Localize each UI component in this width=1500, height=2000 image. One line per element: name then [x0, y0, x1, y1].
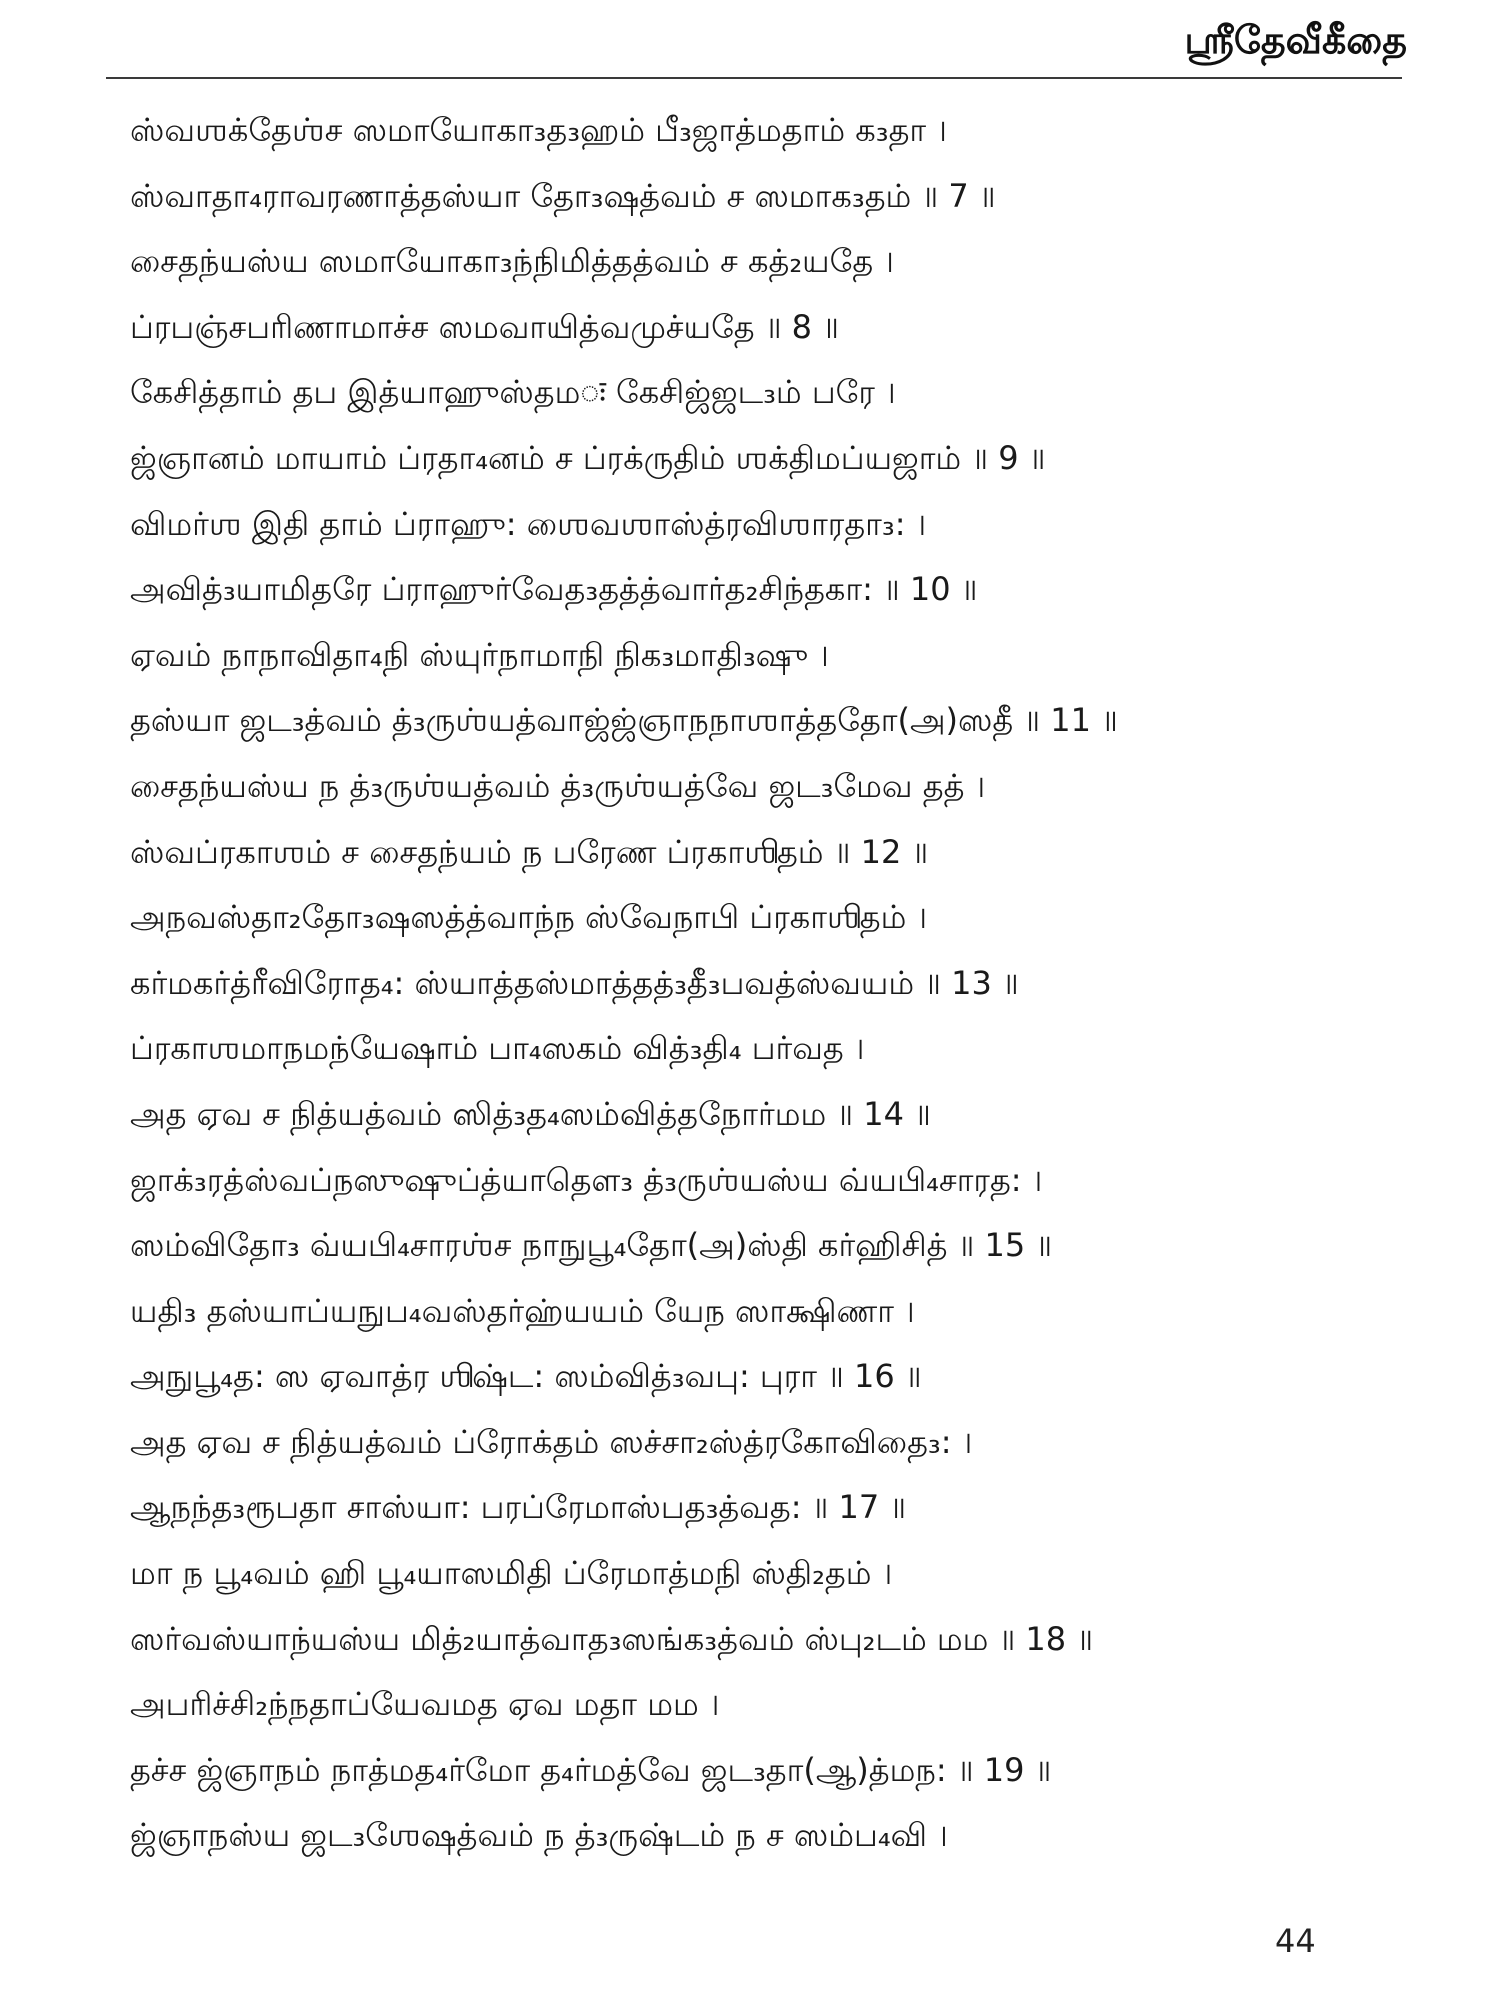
verse-line: அத ஏவ ச நித்யத்வம் ப்ரோக்தம் ஸச்சா₂ஸ்த்ரகோவிதை₃꞉ ।: [130, 1422, 973, 1461]
running-header-title: ஸ்ரீதேவீகீதை: [1184, 18, 1407, 62]
verse-line: ஆநந்த₃ரூபதா சாஸ்யா꞉ பரப்ரேமாஸ்பத₃த்வத꞉ ॥ 17 ॥: [130, 1488, 907, 1527]
verse-line: விமர்ஶ இதி தாம் ப்ராஹு꞉ ஶைவஶாஸ்த்ரவிஶாரதா₃꞉ ।: [130, 504, 927, 543]
verse-line: ஸர்வஸ்யாந்யஸ்ய மித்₂யாத்வாத₃ஸங்க₃த்வம் ஸ்பு₂டம் மம ॥ 18 ॥: [130, 1619, 1093, 1658]
verse-line: சைதந்யஸ்ய ந த்₃ருஶ்யத்வம் த்₃ருஶ்யத்வே ஜட₃மேவ தத் ।: [130, 766, 986, 805]
verse-line: சைதந்யஸ்ய ஸமாயோகா₃ந்நிமித்தத்வம் ச கத்₂யதே ।: [130, 242, 894, 281]
verse-line: அபரிச்சி₂ந்நதாப்யேவமத ஏவ மதா மம ।: [130, 1685, 720, 1724]
verse-line: அநவஸ்தா₂தோ₃ஷஸத்த்வாந்ந ஸ்வேநாபி ப்ரகாஶிதம் ।: [130, 898, 928, 937]
verse-line: கேசித்தாம் தப இத்யாஹுஸ்தமः கேசிஜ்ஜட₃ம் பரே ।: [130, 373, 896, 412]
verse-block: [130, 98, 1370, 1869]
verse-line: ஸம்விதோ₃ வ்யபி₄சாரஶ்ச நாநுபூ₄தோ(அ)ஸ்தி கர்ஹிசித் ॥ 15 ॥: [130, 1226, 1053, 1265]
verse-line: அத ஏவ ச நித்யத்வம் ஸித்₃த₄ஸம்வித்தநோர்மம ॥ 14 ॥: [130, 1094, 931, 1133]
verse-line: தஸ்யா ஜட₃த்வம் த்₃ருஶ்யத்வாஜ்ஜ்ஞாநநாஶாத்ததோ(அ)ஸதீ ॥ 11 ॥: [130, 701, 1118, 740]
header-divider: [106, 77, 1402, 79]
verse-line: ஏவம் நாநாவிதா₄நி ஸ்யுர்நாமாநி நிக₃மாதி₃ஷு ।: [130, 635, 829, 674]
verse-line: தச்ச ஜ்ஞாநம் நாத்மத₄ர்மோ த₄ர்மத்வே ஜட₃தா(ஆ)த்மந꞉ ॥ 19 ॥: [130, 1750, 1052, 1789]
verse-line: கர்மகர்த்ரீவிரோத₄꞉ ஸ்யாத்தஸ்மாத்தத்₃தீ₃பவத்ஸ்வயம் ॥ 13 ॥: [130, 963, 1019, 1002]
verse-line: ப்ரகாஶமாநமந்யேஷாம் பா₄ஸகம் வித்₃தி₄ பர்வத ।: [130, 1029, 865, 1068]
verse-line: ஜாக்₃ரத்ஸ்வப்நஸுஷுப்த்யாதௌ₃ த்₃ருஶ்யஸ்ய வ்யபி₄சாரத꞉ ।: [130, 1160, 1043, 1199]
verse-line: ஸ்வப்ரகாஶம் ச சைதந்யம் ந பரேண ப்ரகாஶிதம் ॥ 12 ॥: [130, 832, 929, 871]
verse-line: அவித்₃யாமிதரே ப்ராஹுர்வேத₃தத்த்வார்த₂சிந்தகா꞉ ॥ 10 ॥: [130, 570, 978, 609]
page-number: 44: [1275, 1922, 1316, 1960]
verse-line: அநுபூ₄த꞉ ஸ ஏவாத்ர ஶிஷ்ட꞉ ஸம்வித்₃வபு꞉ புரா ॥ 16 ॥: [130, 1357, 922, 1396]
verse-line: ஸ்வஶக்தேஶ்ச ஸமாயோகா₃த₃ஹம் பீ₃ஜாத்மதாம் க₃தா ।: [130, 111, 947, 149]
verse-line: ப்ரபஞ்சபரிணாமாச்ச ஸமவாயித்வமுச்யதே ॥ 8 ॥: [130, 307, 839, 346]
verse-line: யதி₃ தஸ்யாப்யநுப₄வஸ்தர்ஹ்யயம் யேந ஸாக்ஷிணா ।: [130, 1291, 915, 1330]
verse-line: ஜ்ஞானம் மாயாம் ப்ரதா₄னம் ச ப்ரக்ருதிம் ஶக்திமப்யஜாம் ॥ 9 ॥: [130, 438, 1046, 477]
verse-line: மா ந பூ₄வம் ஹி பூ₄யாஸமிதி ப்ரேமாத்மநி ஸ்தி₂தம் ।: [130, 1554, 893, 1593]
verse-line: ஜ்ஞாநஸ்ய ஜட₃ஶேஷத்வம் ந த்₃ருஷ்டம் ந ச ஸம்ப₄வி ।: [130, 1816, 948, 1855]
verse-line: ஸ்வாதா₄ராவரணாத்தஸ்யா தோ₃ஷத்வம் ச ஸமாக₃தம் ॥ 7 ॥: [130, 176, 996, 215]
